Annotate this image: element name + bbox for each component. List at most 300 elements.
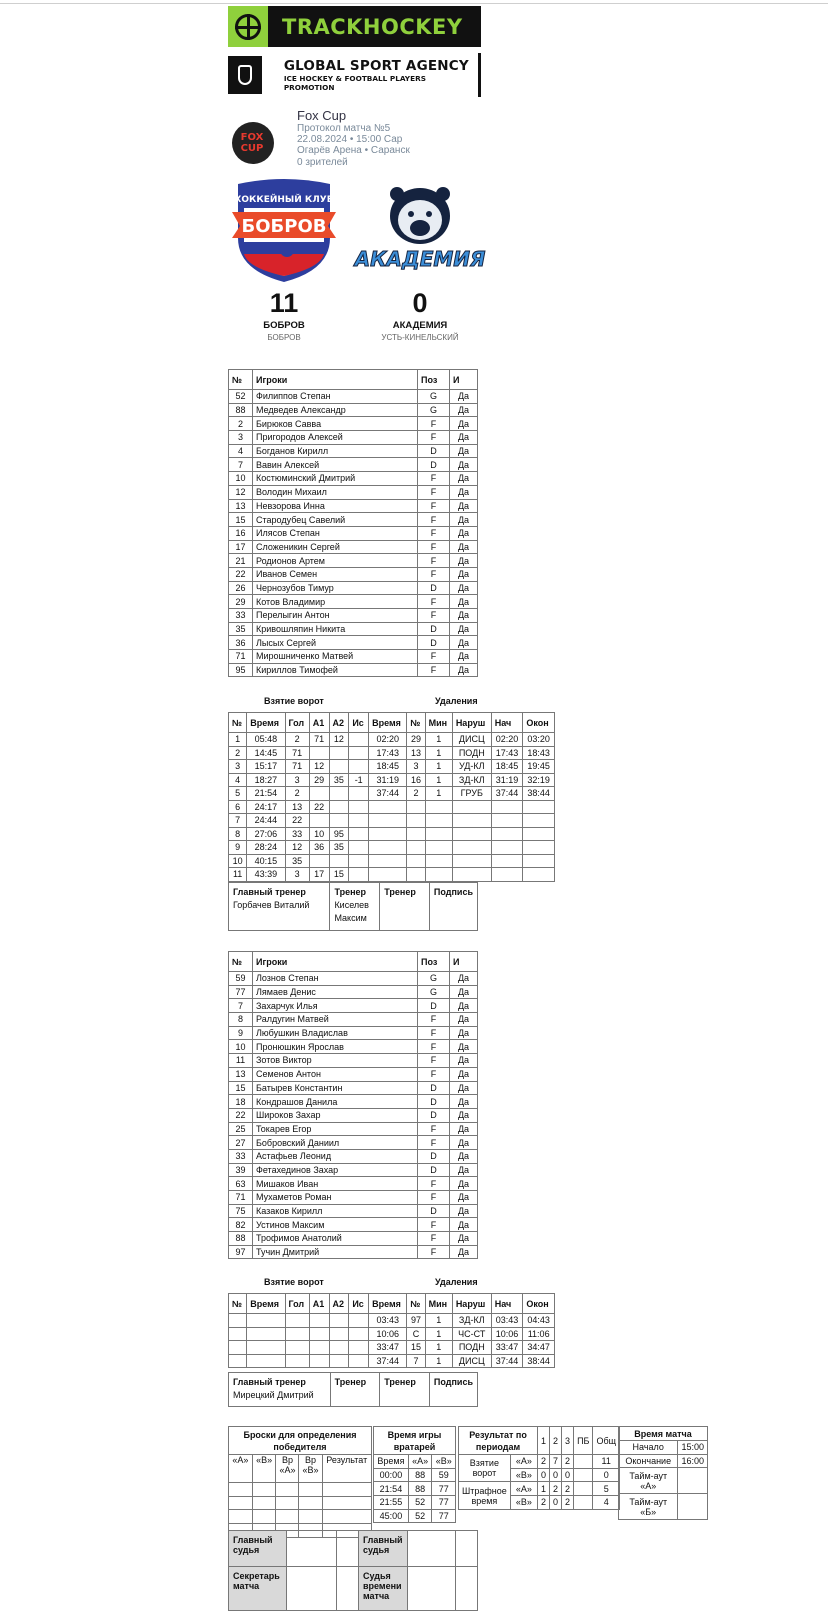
player-position: D bbox=[418, 1108, 450, 1122]
event-cell bbox=[285, 1314, 309, 1328]
away-team-name: АКАДЕМИЯ bbox=[392, 320, 448, 331]
event-cell bbox=[425, 868, 452, 882]
svg-text:АКАДЕМИЯ: АКАДЕМИЯ bbox=[354, 247, 486, 271]
match-datetime: 22.08.2024 • 15:00 Сар bbox=[297, 134, 403, 146]
player-position: D bbox=[418, 1081, 450, 1095]
player-position: D bbox=[418, 444, 450, 458]
event-cell bbox=[329, 1327, 349, 1341]
agency-subtitle: ICE HOCKEY & FOOTBALL PLAYERS PROMOTION bbox=[283, 74, 426, 92]
home-coach: Киселев Максим bbox=[334, 900, 369, 923]
officials-table bbox=[228, 1530, 478, 1611]
goalie-row bbox=[374, 1496, 456, 1510]
event-cell: 3 bbox=[407, 760, 425, 774]
event-cell: 24:17 bbox=[247, 800, 285, 814]
player-played: Да bbox=[450, 431, 478, 445]
player-position: F bbox=[418, 1013, 450, 1027]
player-played: Да bbox=[450, 636, 478, 650]
col-number: № bbox=[229, 952, 253, 972]
periods-title: Результат по периодам bbox=[459, 1427, 538, 1455]
timeout-a-label: Тайм-аут «А» bbox=[619, 1468, 678, 1494]
player-number: 36 bbox=[229, 636, 253, 650]
event-col-1: Время bbox=[247, 1294, 285, 1314]
player-played: Да bbox=[450, 1204, 478, 1218]
roster-row bbox=[229, 999, 478, 1013]
player-name: Семенов Антон bbox=[253, 1067, 418, 1081]
event-cell: 4 bbox=[229, 773, 247, 787]
player-number: 12 bbox=[229, 485, 253, 499]
player-played: Да bbox=[450, 417, 478, 431]
match-start-label: Начало bbox=[619, 1441, 678, 1455]
roster-row bbox=[229, 540, 478, 554]
fox-cup-logo: FOX CUP bbox=[228, 114, 276, 170]
event-cell bbox=[329, 814, 349, 828]
player-played: Да bbox=[450, 1040, 478, 1054]
away-goals-title: Взятие ворот bbox=[264, 1277, 324, 1287]
event-cell: 40:15 bbox=[247, 854, 285, 868]
player-position: F bbox=[418, 472, 450, 486]
player-number: 39 bbox=[229, 1163, 253, 1177]
event-cell: 13 bbox=[407, 746, 425, 760]
event-cell bbox=[523, 800, 555, 814]
period-cell: 2 bbox=[538, 1496, 550, 1510]
period-cell: «А» bbox=[510, 1482, 537, 1496]
event-cell bbox=[452, 814, 491, 828]
player-number: 17 bbox=[229, 540, 253, 554]
event-cell: 7 bbox=[407, 1354, 425, 1368]
player-played: Да bbox=[450, 567, 478, 581]
event-cell bbox=[407, 841, 425, 855]
event-cell: 7 bbox=[229, 814, 247, 828]
event-cell bbox=[329, 1341, 349, 1355]
period-col-3: 3 bbox=[562, 1427, 574, 1455]
period-cell: 2 bbox=[562, 1482, 574, 1496]
event-cell bbox=[425, 841, 452, 855]
period-cell: 0 bbox=[593, 1468, 620, 1482]
event-col-8: Мин bbox=[425, 1294, 452, 1314]
player-number: 21 bbox=[229, 554, 253, 568]
event-col-4: А2 bbox=[329, 713, 349, 733]
event-col-7: № bbox=[407, 713, 425, 733]
player-position: F bbox=[418, 417, 450, 431]
home-signature-cell: Подпись bbox=[429, 883, 477, 931]
player-name: Кондрашов Данила bbox=[253, 1095, 418, 1109]
event-cell bbox=[523, 827, 555, 841]
player-number: 11 bbox=[229, 1054, 253, 1068]
event-cell bbox=[407, 868, 425, 882]
player-number: 97 bbox=[229, 1245, 253, 1259]
event-cell: 5 bbox=[229, 787, 247, 801]
roster-row bbox=[229, 1177, 478, 1191]
roster-row bbox=[229, 1204, 478, 1218]
match-end-label: Окончание bbox=[619, 1454, 678, 1468]
player-position: F bbox=[418, 1054, 450, 1068]
player-played: Да bbox=[450, 1081, 478, 1095]
event-cell: 1 bbox=[425, 760, 452, 774]
shootout-title: Броски для определения победителя bbox=[229, 1427, 372, 1455]
player-name: Пронюшкин Ярослав bbox=[253, 1040, 418, 1054]
events-header-row bbox=[229, 713, 555, 733]
event-row bbox=[229, 787, 555, 801]
player-number: 25 bbox=[229, 1122, 253, 1136]
event-cell bbox=[329, 746, 349, 760]
event-cell: 11 bbox=[229, 868, 247, 882]
period-cell: «А» bbox=[510, 1455, 537, 1469]
event-cell: 71 bbox=[285, 746, 309, 760]
player-name: Медведев Александр bbox=[253, 403, 418, 417]
player-played: Да bbox=[450, 1218, 478, 1232]
away-roster-table bbox=[228, 951, 478, 1259]
event-row bbox=[229, 733, 555, 747]
period-cell: «В» bbox=[510, 1496, 537, 1510]
player-name: Лямаев Денис bbox=[253, 985, 418, 999]
col-position: Поз bbox=[418, 952, 450, 972]
event-cell: 35 bbox=[329, 773, 349, 787]
goalie-cell: 88 bbox=[408, 1468, 432, 1482]
roster-row bbox=[229, 1081, 478, 1095]
event-row bbox=[229, 1314, 555, 1328]
away-head-coach: Мирецкий Дмитрий bbox=[233, 1390, 314, 1400]
event-cell: 37:44 bbox=[491, 1354, 523, 1368]
event-cell bbox=[452, 854, 491, 868]
player-number: 7 bbox=[229, 458, 253, 472]
head-referee2-label: Главный судья bbox=[359, 1531, 408, 1567]
event-cell: 1 bbox=[425, 746, 452, 760]
event-cell: 37:44 bbox=[369, 787, 407, 801]
event-col-8: Мин bbox=[425, 713, 452, 733]
event-row bbox=[229, 773, 555, 787]
player-played: Да bbox=[450, 972, 478, 986]
player-name: Котов Владимир bbox=[253, 595, 418, 609]
event-col-9: Наруш bbox=[452, 1294, 491, 1314]
event-row bbox=[229, 1327, 555, 1341]
player-name: Иванов Семен bbox=[253, 567, 418, 581]
event-cell: 1 bbox=[425, 1314, 452, 1328]
player-name: Пригородов Алексей bbox=[253, 431, 418, 445]
col-number: № bbox=[229, 370, 253, 390]
roster-row bbox=[229, 663, 478, 677]
event-cell: 02:20 bbox=[491, 733, 523, 747]
roster-row bbox=[229, 650, 478, 664]
event-cell bbox=[309, 814, 329, 828]
event-row bbox=[229, 746, 555, 760]
event-cell: ЧС-СТ bbox=[452, 1327, 491, 1341]
event-cell: 1 bbox=[425, 1354, 452, 1368]
home-roster-table bbox=[228, 369, 478, 677]
event-cell: ПОДН bbox=[452, 746, 491, 760]
event-cell bbox=[247, 1354, 285, 1368]
period-cell: 0 bbox=[550, 1496, 562, 1510]
player-position: D bbox=[418, 622, 450, 636]
period-row bbox=[459, 1482, 620, 1496]
player-position: F bbox=[418, 485, 450, 499]
goalie-cell: 77 bbox=[432, 1496, 456, 1510]
player-name: Кривошляпин Никита bbox=[253, 622, 418, 636]
event-cell: 18:45 bbox=[369, 760, 407, 774]
agency-title: GLOBAL SPORT AGENCY bbox=[283, 58, 469, 74]
roster-row bbox=[229, 1122, 478, 1136]
player-name: Филиппов Степан bbox=[253, 390, 418, 404]
player-number: 10 bbox=[229, 1040, 253, 1054]
player-played: Да bbox=[450, 403, 478, 417]
event-cell bbox=[349, 1354, 369, 1368]
event-col-5: Ис bbox=[349, 713, 369, 733]
player-played: Да bbox=[450, 390, 478, 404]
event-cell: 31:19 bbox=[369, 773, 407, 787]
player-position: F bbox=[418, 1136, 450, 1150]
event-cell: 16 bbox=[407, 773, 425, 787]
player-number: 15 bbox=[229, 513, 253, 527]
roster-row bbox=[229, 567, 478, 581]
player-name: Тучин Дмитрий bbox=[253, 1245, 418, 1259]
player-name: Захарчук Илья bbox=[253, 999, 418, 1013]
player-number: 22 bbox=[229, 567, 253, 581]
away-team-city: УСТЬ-КИНЕЛЬСКИЙ bbox=[381, 333, 459, 342]
event-row bbox=[229, 1341, 555, 1355]
player-name: Илясов Степан bbox=[253, 526, 418, 540]
shootout-col-a: «А» bbox=[229, 1455, 253, 1483]
col-players: Игроки bbox=[253, 952, 418, 972]
player-position: F bbox=[418, 663, 450, 677]
period-col-2: 2 bbox=[550, 1427, 562, 1455]
event-cell bbox=[229, 1314, 247, 1328]
player-played: Да bbox=[450, 1177, 478, 1191]
player-played: Да bbox=[450, 985, 478, 999]
roster-row bbox=[229, 444, 478, 458]
trackhockey-banner[interactable] bbox=[228, 6, 481, 47]
player-played: Да bbox=[450, 513, 478, 527]
svg-text:ХОККЕЙНЫЙ КЛУБ: ХОККЕЙНЫЙ КЛУБ bbox=[234, 195, 334, 205]
tournament-name: Fox Cup bbox=[297, 108, 347, 123]
player-name: Мишаков Иван bbox=[253, 1177, 418, 1191]
col-played: И bbox=[450, 952, 478, 972]
goalie-col-a: «А» bbox=[408, 1455, 432, 1469]
player-name: Астафьев Леонид bbox=[253, 1149, 418, 1163]
col-position: Поз bbox=[418, 370, 450, 390]
event-cell: 2 bbox=[285, 787, 309, 801]
player-number: 59 bbox=[229, 972, 253, 986]
shootout-col-b: «В» bbox=[252, 1455, 276, 1483]
col-played: И bbox=[450, 370, 478, 390]
player-name: Богданов Кирилл bbox=[253, 444, 418, 458]
periods-table bbox=[458, 1426, 620, 1510]
shootout-col-time-a: Вр «А» bbox=[276, 1455, 299, 1483]
event-cell bbox=[349, 827, 369, 841]
player-name: Костюминский Дмитрий bbox=[253, 472, 418, 486]
event-cell: 33:47 bbox=[369, 1341, 407, 1355]
event-cell: 3 bbox=[229, 760, 247, 774]
event-cell: 33 bbox=[285, 827, 309, 841]
event-col-10: Нач bbox=[491, 713, 523, 733]
player-name: Любушкин Владислав bbox=[253, 1026, 418, 1040]
player-number: 88 bbox=[229, 1232, 253, 1246]
player-played: Да bbox=[450, 444, 478, 458]
player-played: Да bbox=[450, 1191, 478, 1205]
player-number: 35 bbox=[229, 622, 253, 636]
home-coach2-cell: Тренер bbox=[380, 883, 430, 931]
player-played: Да bbox=[450, 1122, 478, 1136]
player-name: Чернозубов Тимур bbox=[253, 581, 418, 595]
roster-row bbox=[229, 1108, 478, 1122]
event-cell bbox=[349, 733, 369, 747]
goalie-cell: 59 bbox=[432, 1468, 456, 1482]
period-pim-label: Штрафное время bbox=[459, 1482, 511, 1509]
event-cell bbox=[491, 841, 523, 855]
player-number: 3 bbox=[229, 431, 253, 445]
player-number: 13 bbox=[229, 1067, 253, 1081]
player-played: Да bbox=[450, 622, 478, 636]
event-col-4: А2 bbox=[329, 1294, 349, 1314]
roster-header-row bbox=[229, 952, 478, 972]
event-cell: 03:20 bbox=[523, 733, 555, 747]
event-cell: 17:43 bbox=[369, 746, 407, 760]
event-cell bbox=[285, 1354, 309, 1368]
player-position: F bbox=[418, 1232, 450, 1246]
period-cell: 1 bbox=[538, 1482, 550, 1496]
event-cell: ЗД-КЛ bbox=[452, 773, 491, 787]
away-score: 0 bbox=[412, 288, 428, 318]
event-cell: 05:48 bbox=[247, 733, 285, 747]
event-cell bbox=[407, 854, 425, 868]
player-name: Зотов Виктор bbox=[253, 1054, 418, 1068]
event-cell bbox=[369, 854, 407, 868]
player-number: 18 bbox=[229, 1095, 253, 1109]
event-col-11: Окон bbox=[523, 1294, 555, 1314]
event-cell: 3 bbox=[285, 773, 309, 787]
event-cell bbox=[407, 814, 425, 828]
event-cell bbox=[349, 1327, 369, 1341]
player-number: 22 bbox=[229, 1108, 253, 1122]
event-cell bbox=[407, 800, 425, 814]
period-cell: 5 bbox=[593, 1482, 620, 1496]
player-name: Володин Михаил bbox=[253, 485, 418, 499]
brand-title: TRACKHOCKEY bbox=[282, 14, 463, 39]
event-cell: 29 bbox=[407, 733, 425, 747]
event-cell bbox=[369, 814, 407, 828]
player-played: Да bbox=[450, 609, 478, 623]
goalie-row bbox=[374, 1509, 456, 1523]
event-cell: 15 bbox=[407, 1341, 425, 1355]
event-cell: 1 bbox=[425, 1341, 452, 1355]
player-number: 10 bbox=[229, 472, 253, 486]
event-cell: 28:24 bbox=[247, 841, 285, 855]
col-players: Игроки bbox=[253, 370, 418, 390]
event-cell bbox=[452, 868, 491, 882]
player-position: D bbox=[418, 1163, 450, 1177]
away-team-logo bbox=[354, 186, 486, 272]
event-col-3: А1 bbox=[309, 1294, 329, 1314]
player-played: Да bbox=[450, 1067, 478, 1081]
event-cell bbox=[425, 800, 452, 814]
player-position: F bbox=[418, 1218, 450, 1232]
period-col-1: 1 bbox=[538, 1427, 550, 1455]
shootout-col-time-b: Вр «В» bbox=[299, 1455, 322, 1483]
player-number: 75 bbox=[229, 1204, 253, 1218]
period-cell: 4 bbox=[593, 1496, 620, 1510]
event-cell bbox=[349, 760, 369, 774]
period-col-total: Общ bbox=[593, 1427, 620, 1455]
event-row bbox=[229, 1354, 555, 1368]
home-team-name: БОБРОВ bbox=[263, 320, 305, 331]
event-cell: 1 bbox=[425, 733, 452, 747]
away-events-table bbox=[228, 1293, 555, 1368]
home-penalties-title: Удаления bbox=[435, 696, 478, 706]
player-name: Бобровский Даниил bbox=[253, 1136, 418, 1150]
head-referee-label: Главный судья bbox=[229, 1531, 287, 1567]
event-cell: 2 bbox=[407, 787, 425, 801]
event-cell: 36 bbox=[309, 841, 329, 855]
goalie-cell: 52 bbox=[408, 1496, 432, 1510]
home-team-city: БОБРОВ bbox=[267, 333, 301, 342]
roster-row bbox=[229, 1232, 478, 1246]
roster-row bbox=[229, 472, 478, 486]
events-header-row bbox=[229, 1294, 555, 1314]
event-cell bbox=[309, 1354, 329, 1368]
roster-row bbox=[229, 1218, 478, 1232]
agency-banner[interactable] bbox=[228, 53, 481, 97]
event-cell bbox=[309, 1314, 329, 1328]
event-cell bbox=[491, 827, 523, 841]
event-cell bbox=[523, 841, 555, 855]
player-played: Да bbox=[450, 472, 478, 486]
event-cell: 02:20 bbox=[369, 733, 407, 747]
event-cell: 21:54 bbox=[247, 787, 285, 801]
away-head-coach-cell: Главный тренер Мирецкий Дмитрий bbox=[229, 1373, 331, 1407]
period-cell: 0 bbox=[538, 1468, 550, 1482]
player-number: 2 bbox=[229, 417, 253, 431]
event-cell: 19:45 bbox=[523, 760, 555, 774]
event-cell: 03:43 bbox=[491, 1314, 523, 1328]
event-cell bbox=[349, 1341, 369, 1355]
event-cell: УД-КЛ bbox=[452, 760, 491, 774]
player-played: Да bbox=[450, 526, 478, 540]
event-cell: 31:19 bbox=[491, 773, 523, 787]
event-cell: 33:47 bbox=[491, 1341, 523, 1355]
goalie-col-time: Время bbox=[374, 1455, 409, 1469]
period-col-so: ПБ bbox=[574, 1427, 593, 1455]
player-number: 33 bbox=[229, 609, 253, 623]
event-cell: ПОДН bbox=[452, 1341, 491, 1355]
event-cell: 34:47 bbox=[523, 1341, 555, 1355]
roster-row bbox=[229, 1040, 478, 1054]
event-cell: 37:44 bbox=[369, 1354, 407, 1368]
goalie-cell: 00:00 bbox=[374, 1468, 409, 1482]
away-signature-cell: Подпись bbox=[429, 1373, 477, 1407]
event-cell: 2 bbox=[285, 733, 309, 747]
player-number: 9 bbox=[229, 1026, 253, 1040]
event-cell bbox=[329, 1354, 349, 1368]
goalie-cell: 88 bbox=[408, 1482, 432, 1496]
home-goals-title: Взятие ворот bbox=[264, 696, 324, 706]
event-row bbox=[229, 868, 555, 882]
event-cell: 12 bbox=[285, 841, 309, 855]
player-position: F bbox=[418, 540, 450, 554]
player-position: F bbox=[418, 595, 450, 609]
event-cell: 71 bbox=[285, 760, 309, 774]
player-name: Бирюков Савва bbox=[253, 417, 418, 431]
event-cell bbox=[425, 814, 452, 828]
home-coaches-table bbox=[228, 882, 478, 931]
event-col-6: Время bbox=[369, 713, 407, 733]
event-col-2: Гол bbox=[285, 713, 309, 733]
player-position: G bbox=[418, 390, 450, 404]
event-cell bbox=[491, 868, 523, 882]
event-cell: 3 bbox=[285, 868, 309, 882]
player-played: Да bbox=[450, 650, 478, 664]
period-cell: 0 bbox=[562, 1468, 574, 1482]
event-cell: 24:44 bbox=[247, 814, 285, 828]
roster-header-row bbox=[229, 370, 478, 390]
match-time-table bbox=[618, 1426, 708, 1520]
